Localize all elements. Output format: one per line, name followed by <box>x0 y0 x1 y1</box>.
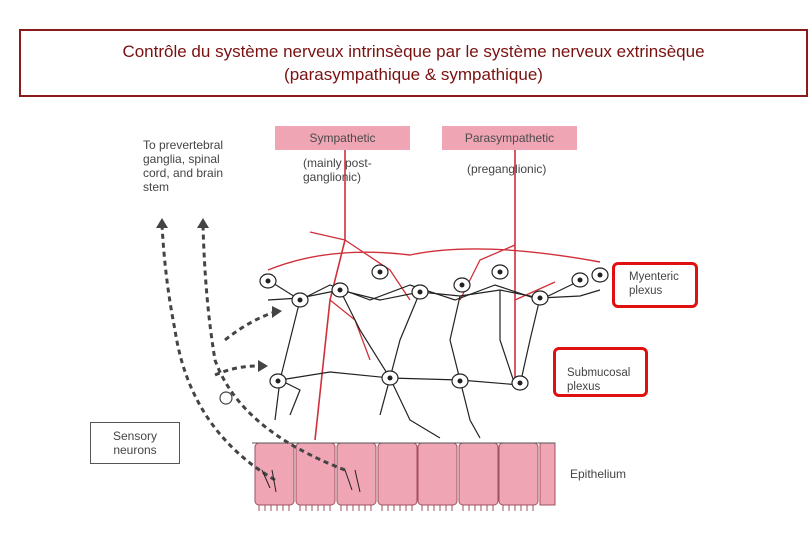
red-branch-1 <box>310 232 345 240</box>
title-line-2: (parasympathique & sympathique) <box>284 65 543 84</box>
nerve-fiber-8 <box>520 298 540 385</box>
neuron-nucleus <box>418 290 423 295</box>
neuron-nucleus <box>578 278 583 283</box>
submucosal-line-2: plexus <box>567 381 601 393</box>
neuron-nucleus <box>458 379 463 384</box>
sympathetic-note <box>303 156 372 184</box>
neuron-nucleus <box>498 270 503 275</box>
neuron-nucleus <box>538 296 543 301</box>
epithelial-cell <box>337 443 376 505</box>
neuron-nucleus <box>460 283 465 288</box>
myenteric-label <box>629 270 679 298</box>
nerve-fibers <box>268 150 600 440</box>
sensory-to-myenteric <box>225 312 275 340</box>
parasympathetic-label: Parasympathetic <box>464 131 555 145</box>
prevertebral-line-2: ganglia, spinal <box>143 152 220 166</box>
nerve-fiber-12 <box>460 380 480 438</box>
prevertebral-line-1: To prevertebral <box>143 138 224 152</box>
submucosal-label <box>567 366 630 394</box>
nerve-fiber-3 <box>275 300 300 420</box>
sensory-to-submucosal <box>215 366 262 375</box>
epithelial-cell <box>418 443 457 505</box>
red-branch-myenteric <box>268 249 600 270</box>
nerve-fiber-5 <box>380 292 420 415</box>
epithelial-cell-edge <box>540 443 555 505</box>
nerve-fiber-6 <box>450 296 460 380</box>
nerve-fiber-7 <box>500 290 515 385</box>
sensory-cell-body <box>220 392 232 404</box>
epithelial-cell <box>378 443 417 505</box>
sympathetic-note-line-2: ganglionic) <box>303 170 362 184</box>
prevertebral-line-4: stem <box>143 180 170 194</box>
epithelial-cell <box>255 443 294 505</box>
arrow-head <box>197 218 209 228</box>
neuron-nucleus <box>598 273 603 278</box>
arrow-head <box>156 218 168 228</box>
epithelial-cell <box>499 443 538 505</box>
neuron-nucleus <box>276 379 281 384</box>
prevertebral-line-3: cord, and brain <box>143 166 224 180</box>
title-line-1: Contrôle du système nerveux intrinsèque par le système nerveux extrinsèque <box>122 42 705 61</box>
arrow-head <box>272 306 282 318</box>
sensory-arrow-short <box>203 225 345 470</box>
sensory-neurons-box <box>90 422 180 464</box>
prevertebral-label <box>143 138 223 194</box>
submucosal-line-1: Submucosal <box>567 367 631 379</box>
neuron-nucleus <box>338 288 343 293</box>
sensory-line-1: Sensory <box>112 429 158 443</box>
parasympathetic-box <box>442 126 577 150</box>
epithelium-layer <box>252 443 555 511</box>
neuron-nucleus <box>388 376 393 381</box>
neuron-nucleus <box>298 298 303 303</box>
neuron-nucleus <box>266 279 271 284</box>
nerve-fiber-4 <box>340 290 390 378</box>
parasympathetic-note: (preganglionic) <box>467 162 547 176</box>
sympathetic-note-line-1: (mainly post- <box>303 156 372 170</box>
nerve-fiber-11 <box>390 378 440 438</box>
epithelium-label: Epithelium <box>570 467 627 481</box>
epithelial-cell <box>296 443 335 505</box>
myenteric-line-2: plexus <box>629 285 663 297</box>
sympathetic-label: Sympathetic <box>309 131 376 145</box>
neuron-nucleus <box>518 381 523 386</box>
epithelial-cell <box>459 443 498 505</box>
neuron-nucleus <box>378 270 383 275</box>
myenteric-line-1: Myenteric <box>629 271 679 283</box>
sympathetic-box <box>275 126 410 150</box>
arrow-head <box>258 360 268 372</box>
nerve-fiber-9 <box>280 372 520 385</box>
sensory-line-2: neurons <box>113 443 157 457</box>
